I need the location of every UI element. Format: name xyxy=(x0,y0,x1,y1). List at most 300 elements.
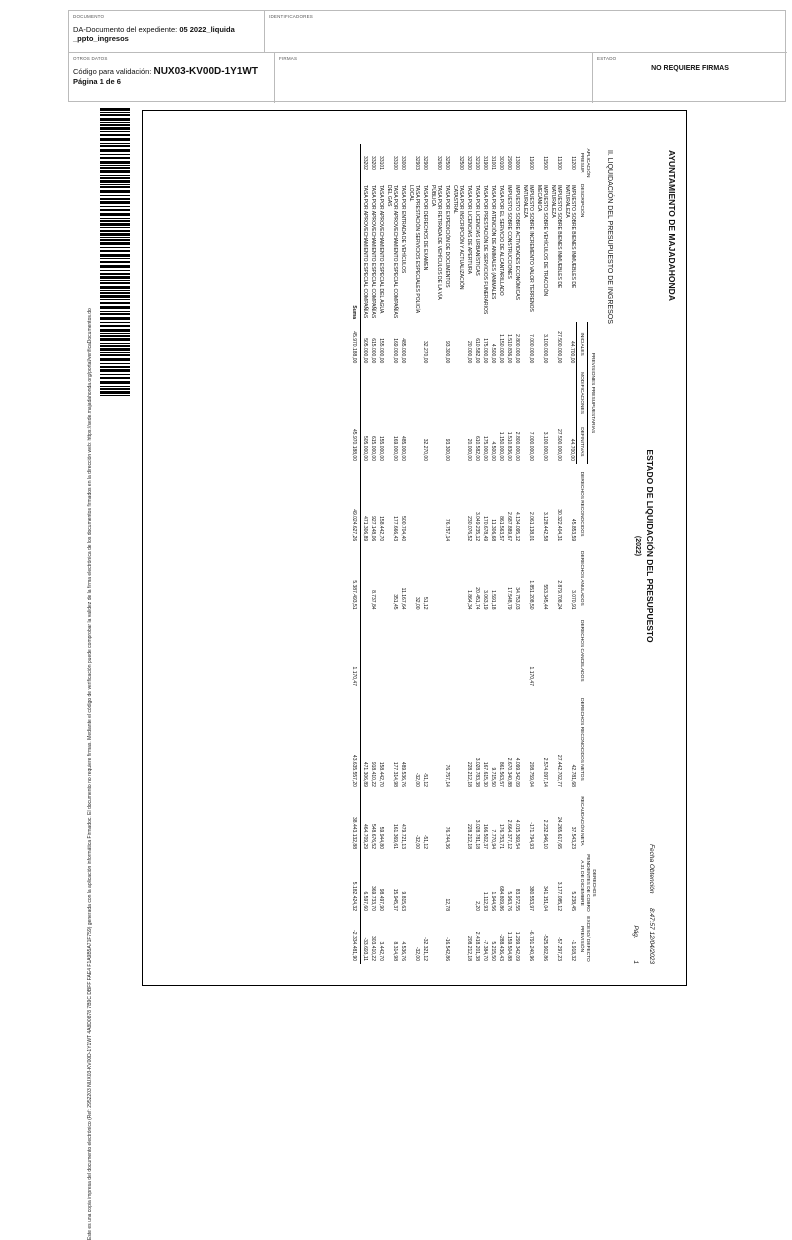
cell-can xyxy=(505,613,513,689)
cell-def: 169.000,00 xyxy=(392,435,398,461)
cell-exc xyxy=(429,914,443,964)
cell-def: 20.000,00 xyxy=(466,438,472,461)
cell-ini: 3.100.000,00 xyxy=(542,334,548,364)
cell-rcd: 166.502,37 xyxy=(482,823,488,849)
cell-exc: 303.410,22 xyxy=(370,935,376,961)
cell-rcd: 7.770,94 xyxy=(490,829,496,849)
col-pendientes: DERECHOS PENDIENTES DE COBRO A 31 DE DICIEMBRE xyxy=(579,854,596,912)
cell-anu xyxy=(377,544,385,612)
cell-net: 4.099.342,09 xyxy=(514,757,520,787)
cell-pen: 1.944,56 xyxy=(490,891,496,911)
cell-exc: 8.314,98 xyxy=(392,941,398,961)
documento-prefix: DA-Documento del expediente: xyxy=(73,25,180,34)
fecha-value: 8:47:57 12/04/2023 xyxy=(648,907,655,964)
cell-aplicacion: 11200 xyxy=(570,156,576,170)
sum-rcd: 38.443.132,88 xyxy=(350,790,361,852)
cell-rcd: 464.709,29 xyxy=(362,823,368,849)
cell-descripcion: TASA POR EL SERVICIO DE ALCANTARILLADO xyxy=(498,185,504,296)
cell-rcd: 161.369,61 xyxy=(392,823,398,849)
cell-ini: 169.000,00 xyxy=(392,338,398,364)
cell-net: 208.759,04 xyxy=(528,761,534,787)
table-row xyxy=(451,144,465,964)
cell-def: 44.700,00 xyxy=(569,438,576,461)
cell-aplicacion: 31001 xyxy=(490,156,496,170)
table-row xyxy=(361,144,370,964)
cell-rcd: 548.676,52 xyxy=(370,823,376,849)
cell-exc: -32.321,12 xyxy=(422,937,428,961)
cell-rec xyxy=(429,464,443,544)
table-row xyxy=(377,144,385,964)
otros-datos-cell xyxy=(69,53,275,103)
col-iniciales: INICIALES xyxy=(577,322,587,366)
cell-mod xyxy=(473,366,481,419)
cell-net: 861.563,57 xyxy=(498,761,504,787)
cell-mod xyxy=(563,366,577,419)
cell-mod xyxy=(535,366,549,419)
cell-rcd: 37.543,23 xyxy=(570,826,576,849)
cell-rcd: 4.015.369,54 xyxy=(514,819,520,849)
codigo-value: NUX03-KV00D-1Y1WT xyxy=(153,66,258,77)
cell-aplicacion: 32903 xyxy=(414,156,420,170)
cell-ini: 1.510.836,00 xyxy=(506,334,512,364)
cell-net: 2.670.340,88 xyxy=(506,757,512,787)
cell-aplicacion: 33200 xyxy=(370,156,376,170)
cell-can xyxy=(407,613,421,689)
cell-descripcion: TASA POR EXPEDICIÓN DE DOCUMENTOS xyxy=(444,185,450,288)
cell-rcd: 176.753,71 xyxy=(498,823,504,849)
pagina-label: Página 1 de 6 xyxy=(73,77,121,86)
cell-anu xyxy=(497,544,505,612)
documento-caption: DOCUMENTO xyxy=(73,14,105,19)
cell-aplicacion: 32500 xyxy=(444,156,450,170)
cell-aplicacion: 32100 xyxy=(474,156,480,170)
entity-name: AYUNTAMIENTO DE MAJADAHONDA xyxy=(667,150,677,301)
documento-name: 05 2022_liquida _ppto_ingresos xyxy=(73,25,235,43)
cell-can xyxy=(481,613,489,689)
cell-mod xyxy=(481,366,489,419)
cell-exc: -525.902,86 xyxy=(542,934,548,961)
identificadores-cell xyxy=(265,11,787,53)
cell-can xyxy=(535,613,549,689)
cell-rec: 3.049.235,12 xyxy=(474,511,480,542)
cell-pen xyxy=(465,852,473,914)
cell-anu: 1.851.208,50 xyxy=(528,580,534,610)
cell-aplicacion: 32600 xyxy=(436,156,442,170)
cell-descripcion: IMPUESTO SOBRE ACTIVIDADES ECONÓMICAS xyxy=(514,185,520,300)
cell-def: 175.000,00 xyxy=(482,435,488,461)
cell-anu xyxy=(443,544,451,612)
cell-anu: 32,00 xyxy=(414,597,420,610)
cell-rcd: 76.744,36 xyxy=(444,826,450,849)
cell-def: 615.000,00 xyxy=(370,435,376,461)
cell-descripcion: TASA POR LICENCIAS DE APERTURA xyxy=(466,185,472,275)
cell-rcd xyxy=(429,790,443,852)
col-modificaciones: MODIFICACIONES xyxy=(577,366,587,419)
cell-descripcion: TASA POR RETIRADA DE VEHÍCULOS DE LA VÍA PÚBLICA xyxy=(430,185,442,300)
cell-exc: -7.384,70 xyxy=(482,939,488,961)
cell-exc: 208.212,18 xyxy=(466,935,472,961)
cell-exc: -1.918,32 xyxy=(570,939,576,961)
col-netos: DERECHOS RECONOCIDOS NETOS xyxy=(579,698,584,781)
cell-aplicacion: 11500 xyxy=(542,156,548,170)
table-row xyxy=(385,144,399,964)
col-descripcion: DESCRIPCIÓN xyxy=(579,184,584,218)
cell-rcd: 479.721,13 xyxy=(400,823,406,849)
cell-descripcion: TASA POR APROVECHAMIENTO ESPECIAL COMPAÑÍAS xyxy=(370,185,376,319)
verification-note: Este es una copia impresa del documento electrónico (Ref: 2952203 NUX03-KV00D-1Y1WT 4A8D0878 7B9C DBFF FAE4 F1A9B5A71F759) generada con la aplicación informática Firmadoc. El documento no requiere firmas. Mediante el código de verificación puede comprobar la validez de la firma electrónica de los documentos firmados en la dirección web: https://sede.majadahonda.org/portal/verificaDocumentos.do xyxy=(87,308,93,1240)
table-body xyxy=(350,144,577,964)
cell-def: 505.000,00 xyxy=(362,435,368,461)
cell-net: 42.781,68 xyxy=(570,764,576,787)
cell-pen xyxy=(407,852,421,914)
cell-descripcion: TASA POR LICENCIAS URBANÍSTICAS xyxy=(474,185,480,276)
table-row xyxy=(421,144,429,964)
cell-can xyxy=(451,613,465,689)
cell-aplicacion: 33101 xyxy=(378,156,384,170)
cell-anu: 20.451,74 xyxy=(474,587,480,610)
cell-exc: 3.442,70 xyxy=(378,941,384,961)
cell-mod xyxy=(369,366,377,419)
cell-can xyxy=(443,613,451,689)
cell-descripcion: TASA POR APROVECHAMIENTO ESPECIAL DEL AGUA xyxy=(378,185,384,314)
col-reconocidos: DERECHOS RECONOCIDOS xyxy=(579,471,584,537)
cell-mod xyxy=(361,366,370,419)
cell-rec xyxy=(451,464,465,544)
cell-anu: 51,12 xyxy=(422,597,428,610)
cell-mod xyxy=(377,366,385,419)
cell-descripcion: TASA POR INSCRIPCIÓN Y ACTUALIZACIÓN CATASTRAL xyxy=(452,185,464,290)
cell-def: 3.100.000,00 xyxy=(542,431,548,461)
cell-can xyxy=(513,613,521,689)
cell-ini: 155.000,00 xyxy=(378,338,384,364)
cell-net: 471.306,89 xyxy=(362,761,368,787)
table-row xyxy=(465,144,473,964)
cell-exc: -32,00 xyxy=(414,946,420,961)
estado-cell xyxy=(593,53,787,103)
cell-exc: -288.436,43 xyxy=(498,934,504,961)
barcode-icon xyxy=(100,108,130,398)
cell-net: 76.757,14 xyxy=(444,764,450,787)
cell-exc: 2.418.201,38 xyxy=(474,931,480,961)
cell-rec: 2.687.889,67 xyxy=(506,511,512,542)
cell-ini xyxy=(407,322,421,366)
cell-ini: 485.000,00 xyxy=(400,338,406,364)
cell-rec: 170.678,49 xyxy=(482,516,488,542)
col-aplicacion: APLICACIÓN PRESUP. xyxy=(579,148,590,178)
cell-rcd: 24.265.617,65 xyxy=(556,817,562,849)
cell-mod xyxy=(451,366,465,419)
cell-aplicacion: 32900 xyxy=(422,156,428,170)
table-row xyxy=(443,144,451,964)
sum-def: 45.970.188,00 xyxy=(350,420,361,464)
cell-net: 489.536,76 xyxy=(400,761,406,787)
cell-pen: 83.972,55 xyxy=(514,888,520,911)
cell-mod xyxy=(407,366,421,419)
cell-pen: 380.553,97 xyxy=(528,885,534,911)
cell-net: -32,00 xyxy=(414,772,420,787)
cell-pen: 9.815,63 xyxy=(400,891,406,911)
table-row xyxy=(521,144,535,964)
cell-rcd: 2.664.377,12 xyxy=(506,819,512,849)
cell-def: 7.000.000,00 xyxy=(528,431,534,461)
cell-rec xyxy=(421,464,429,544)
cell-pen: 5.963,76 xyxy=(506,891,512,911)
col-cancelados: DERECHOS CANCELADOS xyxy=(579,619,584,682)
cell-mod xyxy=(489,366,497,419)
cell-mod xyxy=(465,366,473,419)
cell-descripcion: TASA POR APROVECHAMIENTO ESPECIAL COMPAÑÍAS DEL GAS xyxy=(386,185,398,319)
cell-rcd: 3.028.781,18 xyxy=(474,819,480,849)
cell-aplicacion: 13000 xyxy=(514,156,520,170)
cell-pen: 3.177.085,12 xyxy=(556,881,562,911)
cell-can xyxy=(421,613,429,689)
cell-exc: 1.159.504,88 xyxy=(506,931,512,961)
cell-aplicacion: 30100 xyxy=(498,156,504,170)
fecha-label: Fecha Obtención xyxy=(648,844,655,894)
cell-ini: 1.150.000,00 xyxy=(498,334,504,364)
cell-ini: 7.000.000,00 xyxy=(528,334,534,364)
cell-anu xyxy=(451,544,465,612)
cell-descripcion: IMPUESTO SOBRE CONSTRUCCIONES xyxy=(506,185,512,279)
cell-pen: 684.809,86 xyxy=(498,885,504,911)
cell-exc: -16.542,86 xyxy=(444,937,450,961)
cell-def xyxy=(429,420,443,464)
cell-rec: 4.134.095,12 xyxy=(514,511,520,542)
cell-anu: 8.737,84 xyxy=(370,590,376,610)
cell-mod xyxy=(429,366,443,419)
cell-anu: 553.345,44 xyxy=(542,584,548,610)
cell-pen: 6.597,60 xyxy=(362,891,368,911)
cell-can xyxy=(563,613,577,689)
sum-can: 1.170,47 xyxy=(350,613,361,689)
cell-anu xyxy=(361,544,370,612)
cell-ini: 20.000,00 xyxy=(466,341,472,364)
cell-can xyxy=(399,613,407,689)
sum-anu: 5.387.493,51 xyxy=(350,544,361,612)
cell-net: 228.212,18 xyxy=(466,761,472,787)
cell-descripcion: TASA POR PRESTACIÓN DE SERVICIOS FUNERARIOS xyxy=(482,185,488,315)
cell-rec: 471.306,89 xyxy=(362,516,368,542)
cell-ini: 27.500.000,00 xyxy=(556,331,562,364)
report-year: (2022) xyxy=(634,535,641,557)
sum-exc: -2.334.481,90 xyxy=(350,914,361,964)
table-row xyxy=(429,144,443,964)
cell-def: 155.000,00 xyxy=(378,435,384,461)
liquidacion-table xyxy=(350,144,597,964)
document-header xyxy=(68,10,786,102)
cell-ini xyxy=(451,322,465,366)
documento-value xyxy=(73,25,260,43)
sum-row xyxy=(350,144,361,964)
cell-ini xyxy=(429,322,443,366)
cell-can xyxy=(429,613,443,689)
cell-can xyxy=(549,613,563,689)
cell-aplicacion: 32500 xyxy=(458,156,464,170)
cell-net: 3.028.783,38 xyxy=(474,757,480,787)
cell-descripcion: TASA POR APROVECHAMIENTO ESPECIAL COMPAÑÍAS xyxy=(362,185,368,319)
sum-rec: 49.024.627,26 xyxy=(350,464,361,544)
cell-ini: 175.000,00 xyxy=(482,338,488,364)
estado-caption: ESTADO xyxy=(597,56,617,61)
cell-anu xyxy=(429,544,443,612)
cell-net: 918.410,22 xyxy=(370,761,376,787)
cell-rec: 177.666,43 xyxy=(392,516,398,542)
col-definitivas: DEFINITIVAS xyxy=(577,420,587,464)
cell-def: 1.510.836,00 xyxy=(506,431,512,461)
cell-net xyxy=(451,689,465,790)
cell-net: 27.442.702,77 xyxy=(556,754,562,787)
documento-cell xyxy=(69,11,265,53)
cell-aplicacion: 11600 xyxy=(528,156,534,170)
table-row xyxy=(535,144,549,964)
table-row xyxy=(513,144,521,964)
cell-ini: 2.800.000,00 xyxy=(514,334,520,364)
cell-anu: 1.591,18 xyxy=(490,590,496,610)
cell-net: -51,12 xyxy=(422,772,428,787)
codigo-label: Código para validación: xyxy=(73,67,154,76)
cell-descripcion: TASA POR ATENCIÓN DE ANIMALES (ANIMALES xyxy=(490,185,496,300)
cell-descripcion: TASA POR ENTRADA DE VEHÍCULOS xyxy=(400,185,406,274)
cell-aplicacion: 32300 xyxy=(466,156,472,170)
cell-can xyxy=(465,613,473,689)
cell-def xyxy=(451,420,465,464)
cell-anu: 34.753,03 xyxy=(514,587,520,610)
cell-def: 2.800.000,00 xyxy=(514,431,520,461)
firmas-cell xyxy=(275,53,593,103)
cell-can xyxy=(361,613,370,689)
cell-ini: 610.582,00 xyxy=(474,338,480,364)
cell-mod xyxy=(421,366,429,419)
cell-anu: 1.864,34 xyxy=(466,590,472,610)
cell-anu: 2.879.708,24 xyxy=(556,580,562,610)
cell-rec: 2.061.138,01 xyxy=(528,511,534,542)
cell-mod xyxy=(549,366,563,419)
cell-def: 93.300,00 xyxy=(444,438,450,461)
cell-def: 27.500.000,00 xyxy=(556,429,562,461)
cell-rec: 45.853,59 xyxy=(570,518,576,542)
cell-rec: 927.148,06 xyxy=(370,516,376,542)
sum-spacer xyxy=(350,144,361,182)
cell-exc: 4.536,76 xyxy=(400,941,406,961)
cell-exc xyxy=(451,914,465,964)
cell-rcd: -51,12 xyxy=(422,834,428,849)
col-recaudacion: RECAUDACIÓN NETA xyxy=(579,796,584,846)
cell-rcd: -171.794,93 xyxy=(528,822,534,849)
cell-rcd: 2.232.946,10 xyxy=(542,819,548,849)
table-row xyxy=(489,144,497,964)
cell-pen: 1.112,93 xyxy=(482,891,488,911)
cell-aplicacion: 33100 xyxy=(392,156,398,170)
sum-net: 43.635.557,20 xyxy=(350,689,361,790)
sum-mod xyxy=(350,366,361,419)
cell-aplicacion: 29000 xyxy=(506,156,512,170)
table-row xyxy=(473,144,481,964)
cell-pen xyxy=(421,852,429,914)
cell-mod xyxy=(505,366,513,419)
cell-rec: 30.322.404,31 xyxy=(556,509,562,542)
cell-net: 167.615,30 xyxy=(482,761,488,787)
cell-net xyxy=(429,689,443,790)
col-group-previsiones: PREVISIONES PRESUPUESTARIAS xyxy=(587,322,597,464)
cell-anu: 3.070,91 xyxy=(570,590,576,610)
cell-def xyxy=(407,420,421,464)
cell-ini: 615.000,00 xyxy=(370,338,376,364)
cell-rec: 861.563,57 xyxy=(498,516,504,542)
report-title: ESTADO DE LIQUIDACIÓN DEL PRESUPUESTO xyxy=(645,449,655,643)
cell-mod xyxy=(443,366,451,419)
col-anulados: DERECHOS ANULADOS xyxy=(579,551,584,606)
cell-rcd: -32,00 xyxy=(414,834,420,849)
cell-mod xyxy=(521,366,535,419)
cell-can xyxy=(369,613,377,689)
cell-rcd: 59.944,80 xyxy=(378,826,384,849)
table-row xyxy=(369,144,377,964)
cell-anu: 3.063,19 xyxy=(482,590,488,610)
cell-rcd xyxy=(451,790,465,852)
pag-value: 1 xyxy=(632,960,639,964)
cell-descripcion: IMPUESTO SOBRE BIENES INMUEBLES DE NATURALEZA xyxy=(550,185,562,289)
cell-net: 177.314,98 xyxy=(392,761,398,787)
cell-ini: 44.700,00 xyxy=(569,341,576,364)
cell-can xyxy=(473,613,481,689)
cell-rec: 76.757,14 xyxy=(444,518,450,542)
cell-descripcion: IMPUESTO SOBRE BIENES INMUEBLES DE NATURALEZA xyxy=(564,185,576,289)
cell-mod xyxy=(497,366,505,419)
cell-aplicacion: 31900 xyxy=(482,156,488,170)
estado-value: NO REQUIERE FIRMAS xyxy=(651,65,729,72)
cell-rec xyxy=(407,464,421,544)
cell-net: 9.715,50 xyxy=(490,767,496,787)
table-row xyxy=(563,144,577,964)
cell-rec: 230.076,52 xyxy=(466,516,472,542)
cell-pen xyxy=(451,852,465,914)
cell-ini: 93.300,00 xyxy=(444,341,450,364)
cell-def: 4.500,00 xyxy=(490,441,496,461)
cell-net: 2.574.097,14 xyxy=(542,757,548,787)
cell-def: 32.270,00 xyxy=(422,438,428,461)
cell-pen: 369.733,70 xyxy=(370,885,376,911)
cell-pen: 5.238,45 xyxy=(570,891,576,911)
cell-pen: 341.151,04 xyxy=(542,885,548,911)
otros-datos-caption: OTROS DATOS xyxy=(73,56,108,61)
cell-ini: 32.270,00 xyxy=(422,341,428,364)
cell-pen: 2,20 xyxy=(474,901,480,911)
cell-ini: 505.000,00 xyxy=(362,338,368,364)
rotated-report xyxy=(147,114,683,978)
cell-aplicacion: 33000 xyxy=(400,156,406,170)
cell-anu: 351,45 xyxy=(392,594,398,610)
cell-can: 1.170,47 xyxy=(528,666,534,686)
cell-pen xyxy=(429,852,443,914)
table-row xyxy=(549,144,563,964)
cell-rec: 3.128.442,58 xyxy=(542,511,548,542)
cell-can xyxy=(497,613,505,689)
cell-exc: -33.693,11 xyxy=(362,937,368,961)
cell-exc: -57.297,23 xyxy=(556,937,562,961)
cell-mod xyxy=(399,366,407,419)
cell-rec: 11.306,68 xyxy=(490,519,496,542)
table-row xyxy=(497,144,505,964)
cell-can xyxy=(385,613,399,689)
cell-descripcion: IMPUESTO SOBRE INCREMENTO VALOR TERRENOS NATURALEZA xyxy=(522,185,534,312)
cell-pen: 98.497,90 xyxy=(378,888,384,911)
cell-net: 158.442,70 xyxy=(378,761,384,787)
cell-exc: -6.791.240,96 xyxy=(528,930,534,961)
cell-aplicacion: 11300 xyxy=(556,156,562,170)
firmas-caption: FIRMAS xyxy=(279,56,298,61)
cell-def: 610.582,00 xyxy=(474,435,480,461)
cell-def: 485.000,00 xyxy=(400,435,406,461)
